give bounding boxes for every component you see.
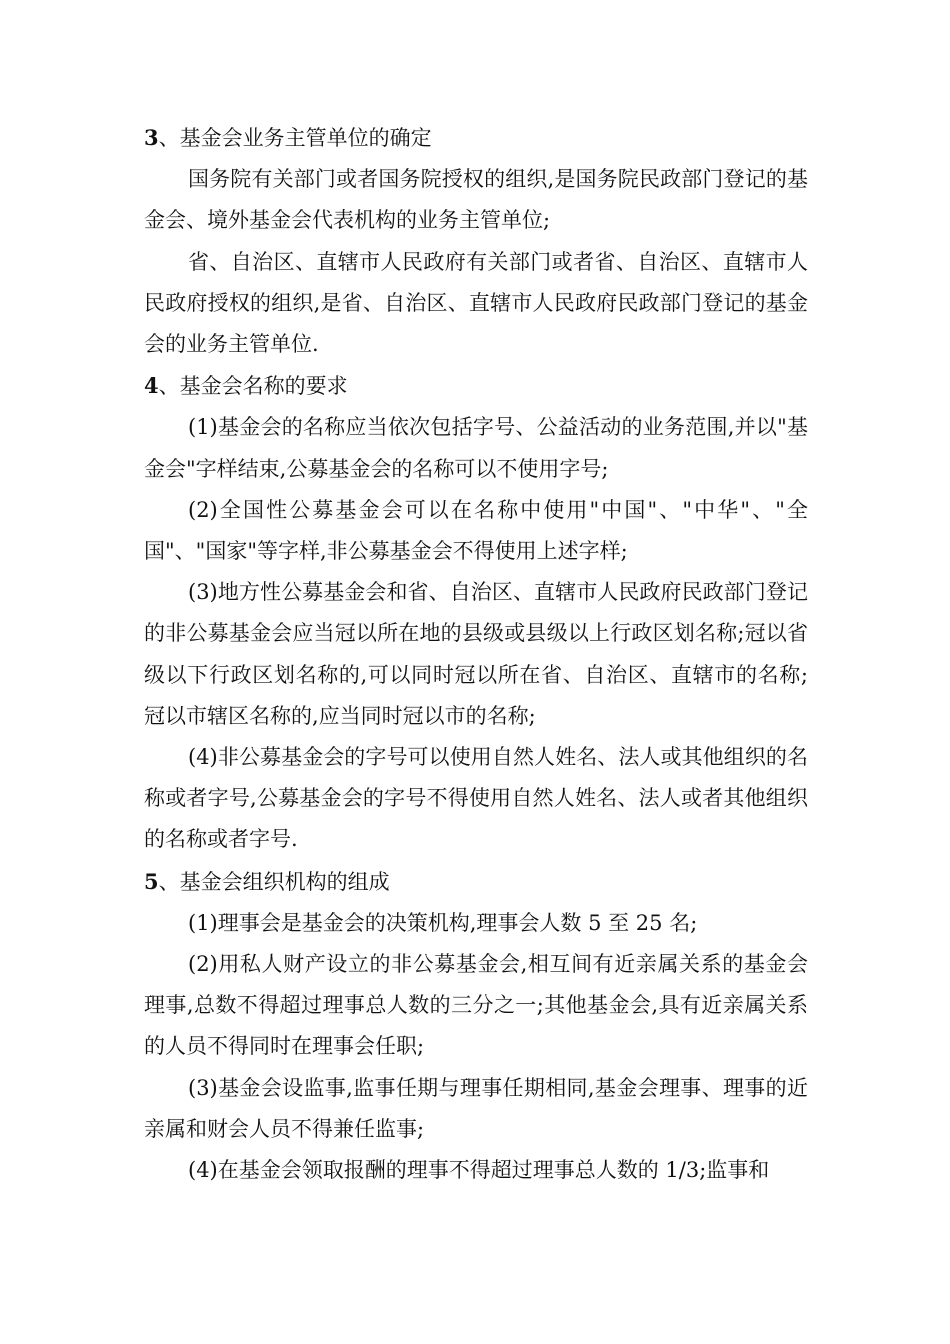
section-number: 5 [144, 868, 159, 894]
section-heading [144, 365, 808, 407]
paragraph: (2)全国性公募基金会可以在名称中使用"中国"、"中华"、"全国"、"国家"等字样,非公募基金会不得使用上述字样; [144, 497, 808, 564]
document-page [144, 117, 808, 1191]
paragraph: (1)基金会的名称应当依次包括字号、公益活动的业务范围,并以"基金会"字样结束,公募基金会的名称可以不使用字号; [144, 415, 808, 481]
paragraph: 省、自治区、直辖市人民政府有关部门或者省、自治区、直辖市人民政府授权的组织,是省、自治区、直辖市人民政府民政部门登记的基金会的业务主管单位. [144, 249, 808, 357]
section-title: 、基金会业务主管单位的确定 [158, 126, 432, 150]
paragraph: 国务院有关部门或者国务院授权的组织,是国务院民政部门登记的基金会、境外基金会代表机构的业务主管单位; [144, 167, 808, 233]
section-number: 4 [144, 373, 159, 399]
paragraph: (4)非公募基金会的字号可以使用自然人姓名、法人或其他组织的名称或者字号,公募基金会的字号不得使用自然人姓名、法人或者其他组织的名称或者字号. [144, 745, 808, 852]
paragraph: (3)基金会设监事,监事任期与理事任期相同,基金会理事、理事的近亲属和财会人员不得兼任监事; [144, 1075, 808, 1141]
section-heading [144, 861, 808, 903]
section-title: 、基金会组织机构的组成 [158, 869, 390, 894]
section-number: 3 [144, 125, 159, 150]
section-heading [144, 117, 808, 159]
paragraph: (1)理事会是基金会的决策机构,理事会人数 5 至 25 名; [188, 910, 698, 935]
paragraph: (4)在基金会领取报酬的理事不得超过理事总人数的 1/3;监事和 [188, 1158, 770, 1183]
paragraph: (2)用私人财产设立的非公募基金会,相互间有近亲属关系的基金会理事,总数不得超过理事总人数的三分之一;其他基金会,具有近亲属关系的人员不得同时在理事会任职; [144, 952, 808, 1059]
section-title: 、基金会名称的要求 [158, 374, 348, 399]
paragraph: (3)地方性公募基金会和省、自治区、直辖市人民政府民政部门登记的非公募基金会应当冠以所在地的县级或县级以上行政区划名称;冠以省级以下行政区划名称的,可以同时冠以所在省、自治区、直辖市的名称;冠以市辖区名称的,应当同时冠以市的名称; [144, 580, 808, 728]
